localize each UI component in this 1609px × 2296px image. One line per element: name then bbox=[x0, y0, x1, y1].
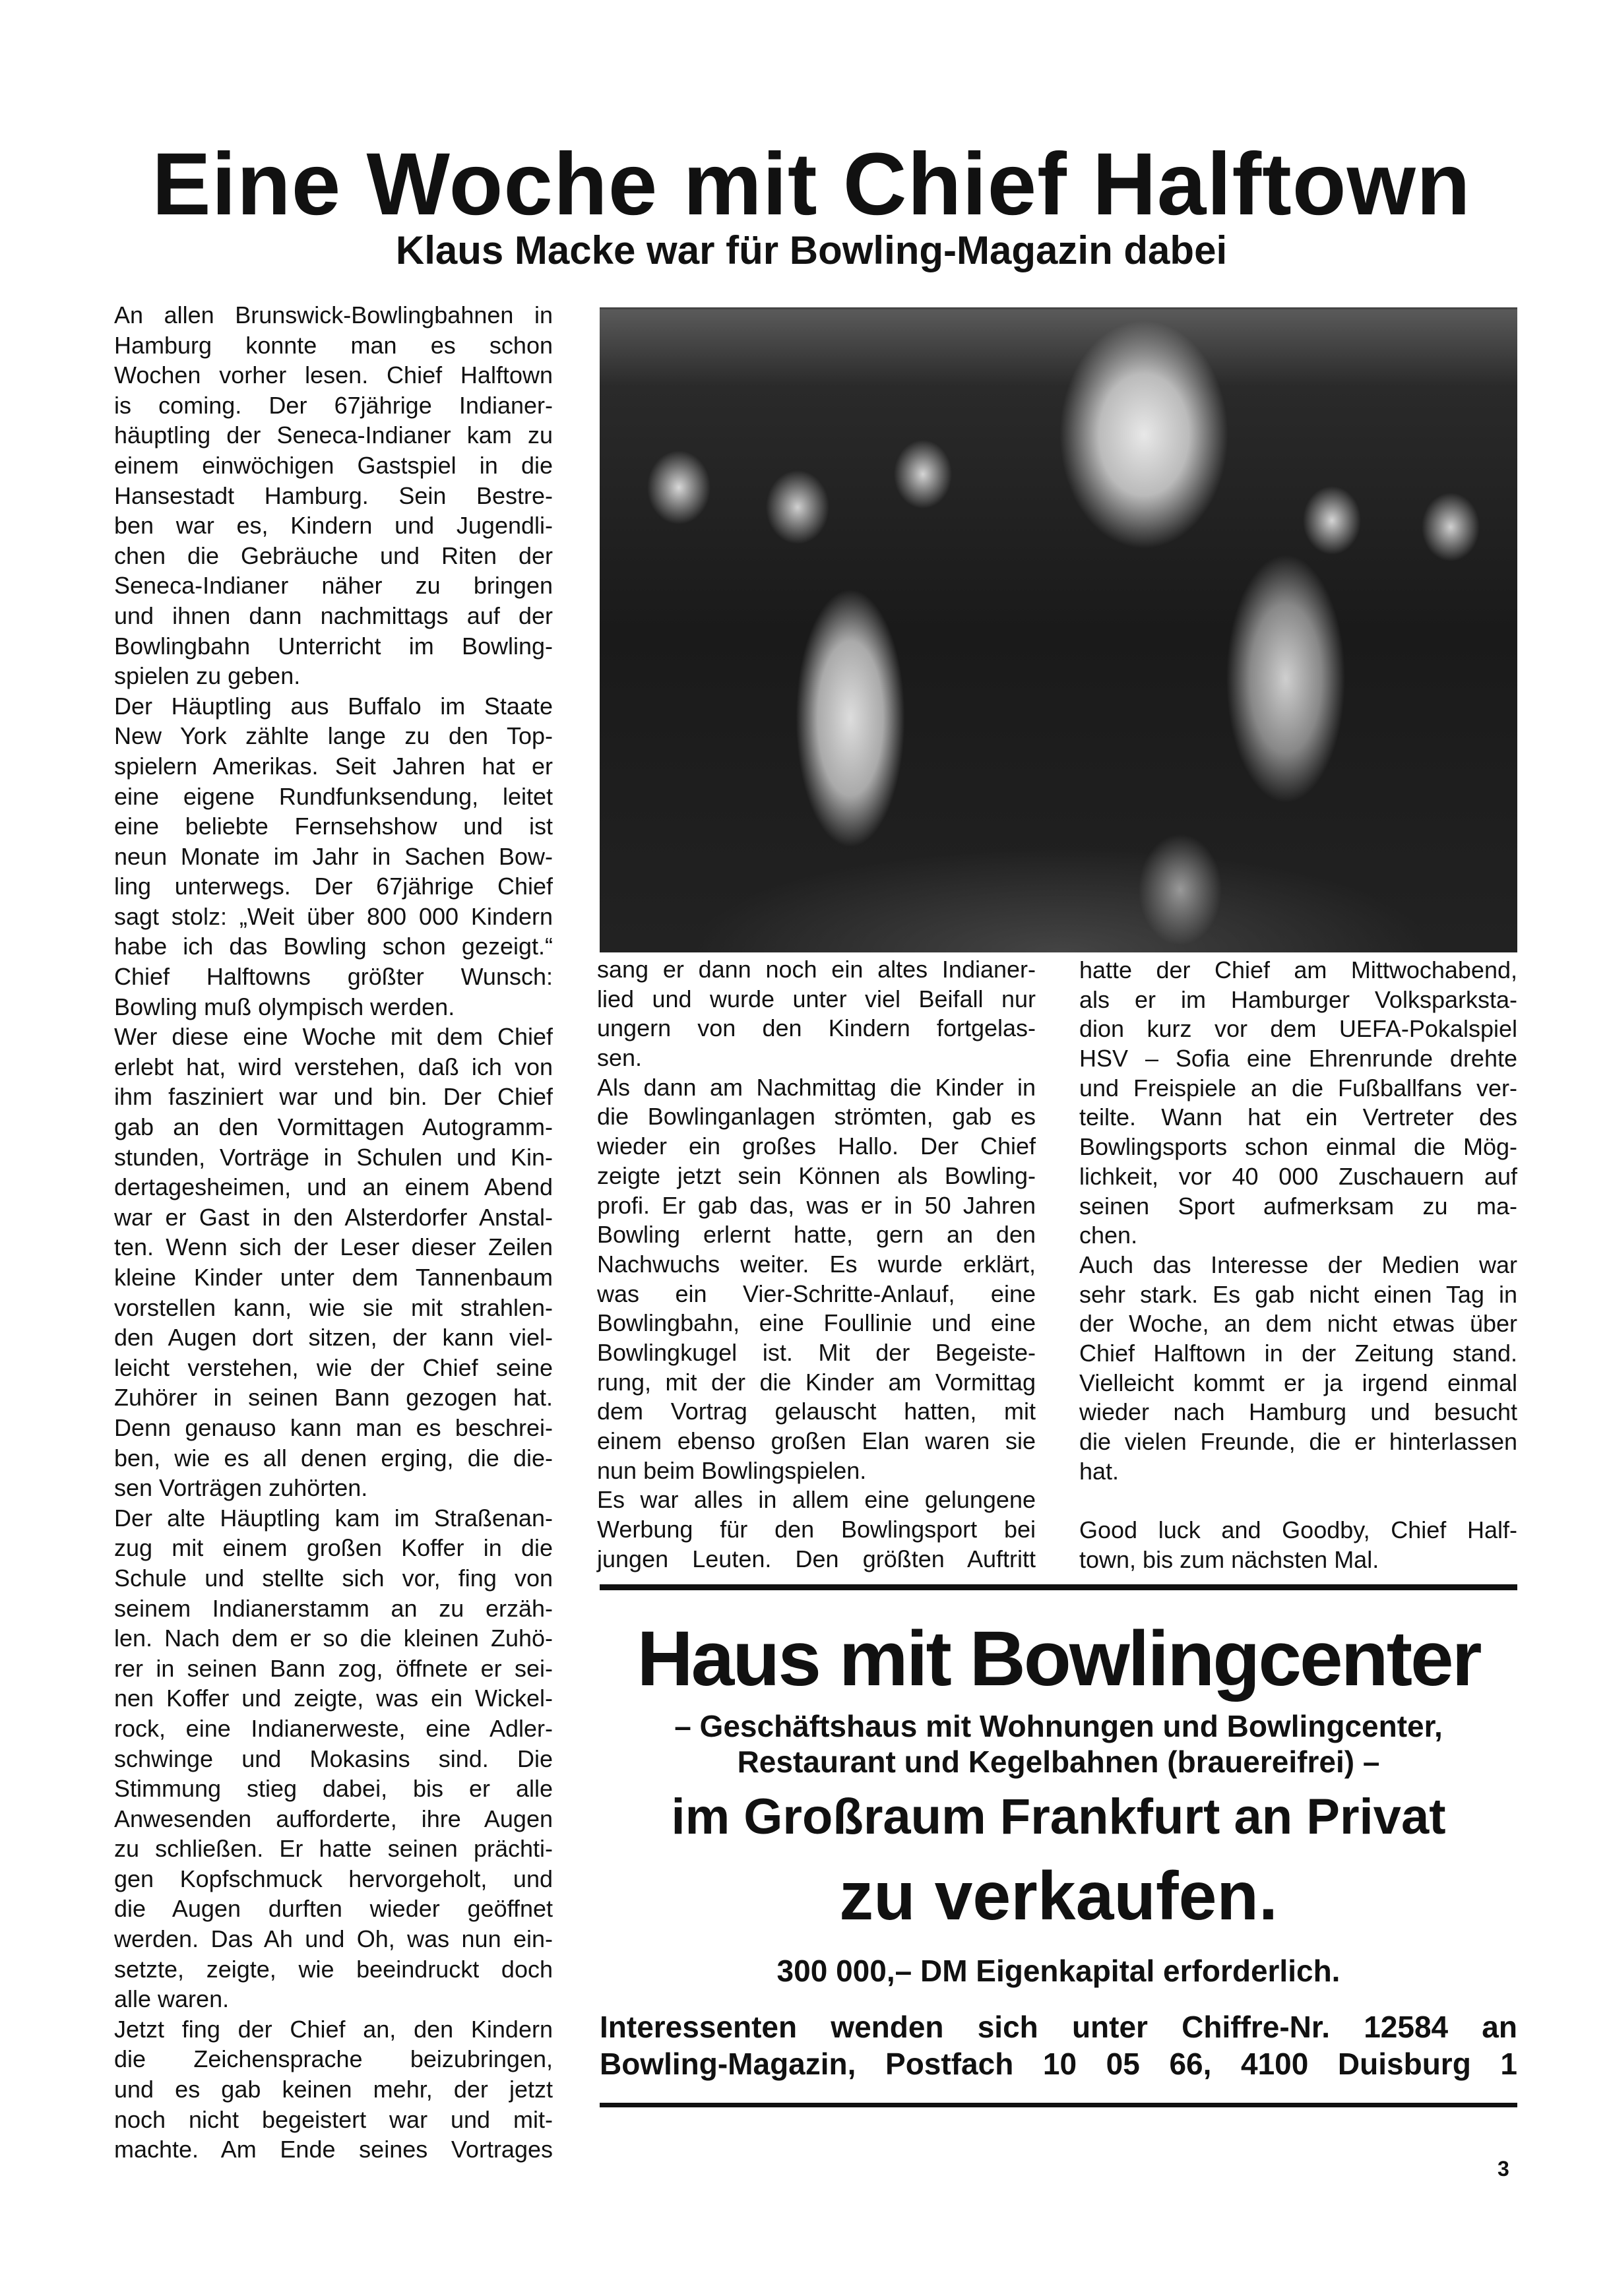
text-line: nen Koffer und zeigte, was ein Wickel- bbox=[114, 1685, 553, 1712]
text-line: Der Häuptling aus Buffalo im Staate bbox=[114, 692, 553, 720]
text-line: machte. Am Ende seines Vortrages bbox=[114, 2136, 553, 2163]
text-line: schwinge und Mokasins sind. Die bbox=[114, 1745, 553, 1772]
text-line: setzte, zeigte, wie beeindruckt doch bbox=[114, 1955, 553, 1983]
text-line: werden. Das Ah und Oh, was nun ein- bbox=[114, 1925, 553, 1953]
text-line: seinem Indianerstamm an zu erzäh- bbox=[114, 1594, 553, 1622]
text-line: town, bis zum nächsten Mal. bbox=[1079, 1545, 1379, 1573]
text-line: war er Gast in den Alsterdorfer Anstal- bbox=[114, 1203, 553, 1231]
paragraph bbox=[114, 300, 553, 691]
text-line: habe ich das Bowling schon gezeigt.“ bbox=[114, 933, 553, 960]
article-title: Eine Woche mit Chief Halftown bbox=[152, 135, 1471, 233]
ad-contact-2: Bowling-Magazin, Postfach 10 05 66, 4100 Duisburg 1 bbox=[600, 2047, 1517, 2081]
text-line: Anwesenden aufforderte, ihre Augen bbox=[114, 1805, 553, 1832]
paragraph bbox=[597, 1073, 1036, 1486]
text-line: ihm fasziniert war und bin. Der Chief bbox=[114, 1083, 553, 1111]
text-line: Wer diese eine Woche mit dem Chief bbox=[114, 1023, 553, 1051]
text-line: was ein Vier-Schritte-Anlauf, eine bbox=[597, 1280, 1036, 1307]
text-line: und Freispiele an die Fußballfans ver- bbox=[1079, 1074, 1517, 1101]
text-line: die Zeichensprache beizubringen, bbox=[114, 2045, 553, 2073]
text-line: häuptling der Seneca-Indianer kam zu bbox=[114, 421, 553, 449]
ad-subline-2: Restaurant und Kegelbahnen (brauereifrei) – bbox=[737, 1745, 1380, 1779]
text-line: und es gab keinen mehr, der jetzt bbox=[114, 2076, 553, 2103]
text-line: chen. bbox=[1079, 1222, 1138, 1249]
paragraph bbox=[114, 1503, 553, 2014]
text-line: spielen zu geben. bbox=[114, 662, 301, 690]
ad-sale: zu verkaufen. bbox=[839, 1858, 1278, 1935]
text-line: Jetzt fing der Chief an, den Kindern bbox=[114, 2015, 553, 2043]
text-line: Chief Halftown in der Zeitung stand. bbox=[1079, 1339, 1517, 1367]
text-line: Schule und stellte sich vor, fing von bbox=[114, 1564, 553, 1592]
text-line: Nachwuchs weiter. Es wurde erklärt, bbox=[597, 1250, 1036, 1278]
text-line: sang er dann noch ein altes Indianer- bbox=[597, 956, 1036, 983]
text-line: Vielleicht kommt er ja irgend einmal bbox=[1079, 1369, 1517, 1396]
ad-subline-1: – Geschäftshaus mit Wohnungen und Bowlingcenter, bbox=[674, 1709, 1443, 1743]
ad-top-rule bbox=[600, 1584, 1517, 1590]
text-line: als er im Hamburger Volksparksta- bbox=[1079, 985, 1517, 1013]
text-line: An allen Brunswick-Bowlingbahnen in bbox=[114, 301, 553, 328]
text-line: Bowlingkugel ist. Mit der Begeiste- bbox=[597, 1338, 1036, 1366]
text-line: ungern von den Kindern fortgelas- bbox=[597, 1014, 1036, 1042]
text-line: Wochen vorher lesen. Chief Halftown bbox=[114, 361, 553, 389]
ad-subline bbox=[600, 1708, 1517, 1780]
text-line: neun Monate im Jahr in Sachen Bow- bbox=[114, 842, 553, 870]
text-line: Werbung für den Bowlingsport bei bbox=[597, 1516, 1036, 1543]
text-line: HSV – Sofia eine Ehrenrunde drehte bbox=[1079, 1045, 1517, 1072]
text-line: dertagesheimen, und an einem Abend bbox=[114, 1173, 553, 1201]
paragraph bbox=[597, 1485, 1036, 1574]
text-line: ten. Wenn sich der Leser dieser Zeilen bbox=[114, 1233, 553, 1261]
text-line: rung, mit der die Kinder am Vormittag bbox=[597, 1368, 1036, 1396]
text-line: Hamburg konnte man es schon bbox=[114, 331, 553, 359]
text-line: spielern Amerikas. Seit Jahren hat er bbox=[114, 752, 553, 780]
text-line: Chief Halftowns größter Wunsch: bbox=[114, 963, 553, 991]
ad-contact bbox=[600, 2008, 1517, 2082]
text-line: lichkeit, vor 40 000 Zuschauern auf bbox=[1079, 1162, 1517, 1190]
paragraph bbox=[114, 691, 553, 1022]
text-line: einem einwöchigen Gastspiel in die bbox=[114, 451, 553, 479]
text-line: alle waren. bbox=[114, 1985, 230, 2013]
text-line: Denn genauso kann man es beschrei- bbox=[114, 1413, 553, 1441]
text-line: und ihnen dann nachmittags auf der bbox=[114, 602, 553, 629]
text-line: vorstellen kann, wie sie mit strahlen- bbox=[114, 1293, 553, 1321]
text-line: seinen Sport aufmerksam zu ma- bbox=[1079, 1192, 1517, 1220]
text-line: Good luck and Goodby, Chief Half- bbox=[1079, 1516, 1517, 1544]
paragraph bbox=[597, 955, 1036, 1073]
text-line: Bowlingbahn Unterricht im Bowling- bbox=[114, 632, 553, 660]
paragraph bbox=[1079, 1250, 1517, 1486]
paragraph bbox=[114, 2014, 553, 2165]
text-line: die Bowlinganlagen strömten, gab es bbox=[597, 1103, 1036, 1131]
text-line: die Augen durften wieder geöffnet bbox=[114, 1895, 553, 1923]
text-line: wieder nach Hamburg und besucht bbox=[1079, 1398, 1517, 1426]
text-line: chen die Gebräuche und Riten der bbox=[114, 542, 553, 569]
text-line: erlebt hat, wird verstehen, daß ich von bbox=[114, 1053, 553, 1080]
text-line: dem Vortrag gelauscht hatten, mit bbox=[597, 1398, 1036, 1425]
text-column-left bbox=[114, 300, 553, 2165]
photo-chief-halftown-with-children bbox=[600, 307, 1517, 952]
ad-contact-1: Interessenten wenden sich unter Chiffre-Nr. 12584 an bbox=[600, 2010, 1517, 2044]
text-column-middle bbox=[597, 955, 1036, 1574]
text-line: Der alte Häuptling kam im Straßenan- bbox=[114, 1504, 553, 1532]
text-line: Auch das Interesse der Medien war bbox=[1079, 1251, 1517, 1278]
text-line: Bowling muß olympisch werden. bbox=[114, 993, 455, 1020]
paragraph bbox=[114, 1022, 553, 1503]
text-line: die vielen Freunde, die er hinterlassen bbox=[1079, 1428, 1517, 1455]
text-line: der Woche, an dem nicht etwas über bbox=[1079, 1310, 1517, 1338]
text-line: den Augen dort sitzen, der kann viel- bbox=[114, 1324, 553, 1351]
text-line: stunden, Vorträge in Schulen und Kin- bbox=[114, 1143, 553, 1171]
text-line: rer in seinen Bann zog, öffnete er sei- bbox=[114, 1654, 553, 1682]
text-line: noch nicht begeistert war und mit- bbox=[114, 2105, 553, 2133]
paragraph bbox=[1079, 1515, 1517, 1574]
text-line: rock, eine Indianerweste, eine Adler- bbox=[114, 1714, 553, 1742]
text-column-right bbox=[1079, 955, 1517, 1574]
text-line: wieder ein großes Hallo. Der Chief bbox=[597, 1132, 1036, 1160]
text-line: dion kurz vor dem UEFA-Pokalspiel bbox=[1079, 1015, 1517, 1043]
text-line: jungen Leuten. Den größten Auftritt bbox=[597, 1545, 1036, 1572]
text-line: einem ebenso großen Elan waren sie bbox=[597, 1427, 1036, 1454]
text-line: Bowlingsports schon einmal die Mög- bbox=[1079, 1133, 1517, 1161]
text-line: Bowlingbahn, eine Foullinie und eine bbox=[597, 1309, 1036, 1337]
article-subtitle: Klaus Macke war für Bowling-Magazin dabei bbox=[395, 228, 1228, 272]
text-line: Zuhörer in seinen Bann gezogen hat. bbox=[114, 1384, 553, 1412]
text-line: Als dann am Nachmittag die Kinder in bbox=[597, 1073, 1036, 1101]
text-line: hat. bbox=[1079, 1457, 1120, 1485]
text-line: gen Kopfschmuck hervorgeholt, und bbox=[114, 1865, 553, 1892]
text-line: eine beliebte Fernsehshow und ist bbox=[114, 813, 553, 840]
text-line: zug mit einem großen Koffer in die bbox=[114, 1534, 553, 1562]
text-line: len. Nach dem er so die kleinen Zuhö- bbox=[114, 1625, 553, 1652]
text-line: Seneca-Indianer näher zu bringen bbox=[114, 572, 553, 600]
ad-bottom-rule bbox=[600, 2103, 1517, 2107]
ad-capital: 300 000,– DM Eigenkapital erforderlich. bbox=[776, 1954, 1341, 1988]
text-line: New York zählte lange zu den Top- bbox=[114, 722, 553, 750]
page-number: 3 bbox=[1498, 2157, 1509, 2181]
paragraph bbox=[1079, 955, 1517, 1250]
text-line: sen. bbox=[597, 1044, 643, 1072]
ad-headline: Haus mit Bowlingcenter bbox=[637, 1615, 1480, 1702]
text-line: Hansestadt Hamburg. Sein Bestre- bbox=[114, 481, 553, 509]
ad-location: im Großraum Frankfurt an Privat bbox=[671, 1789, 1446, 1845]
text-line: Stimmung stieg dabei, bis er alle bbox=[114, 1775, 553, 1803]
text-line: lied und wurde unter viel Beifall nur bbox=[597, 985, 1036, 1012]
text-line: profi. Er gab das, was er in 50 Jahren bbox=[597, 1191, 1036, 1219]
text-line: ling unterwegs. Der 67jährige Chief bbox=[114, 873, 553, 900]
text-line: hatte der Chief am Mittwochabend, bbox=[1079, 956, 1517, 983]
text-line: sagt stolz: „Weit über 800 000 Kindern bbox=[114, 902, 553, 930]
text-line: sehr stark. Es gab nicht einen Tag in bbox=[1079, 1280, 1517, 1308]
paragraph bbox=[1079, 1485, 1517, 1515]
text-line: eine eigene Rundfunksendung, leitet bbox=[114, 782, 553, 810]
text-line bbox=[1079, 1485, 1517, 1515]
text-line: gab an den Vormittagen Autogramm- bbox=[114, 1113, 553, 1141]
text-line: Bowling erlernt hatte, gern an den bbox=[597, 1221, 1036, 1249]
text-line: sen Vorträgen zuhörten. bbox=[114, 1474, 368, 1502]
text-line: Es war alles in allem eine gelungene bbox=[597, 1486, 1036, 1514]
text-line: zu schließen. Er hatte seinen prächti- bbox=[114, 1835, 553, 1863]
text-line: leicht verstehen, wie der Chief seine bbox=[114, 1353, 553, 1381]
text-line: nun beim Bowlingspielen. bbox=[597, 1456, 867, 1484]
text-line: ben, wie es all denen erging, die die- bbox=[114, 1444, 553, 1472]
text-line: kleine Kinder unter dem Tannenbaum bbox=[114, 1264, 553, 1291]
text-line: teilte. Wann hat ein Vertreter des bbox=[1079, 1103, 1517, 1131]
text-line: is coming. Der 67jährige Indianer- bbox=[114, 391, 553, 419]
text-line: zeigte jetzt sein Können als Bowling- bbox=[597, 1162, 1036, 1189]
text-line: ben war es, Kindern und Jugendli- bbox=[114, 512, 553, 540]
